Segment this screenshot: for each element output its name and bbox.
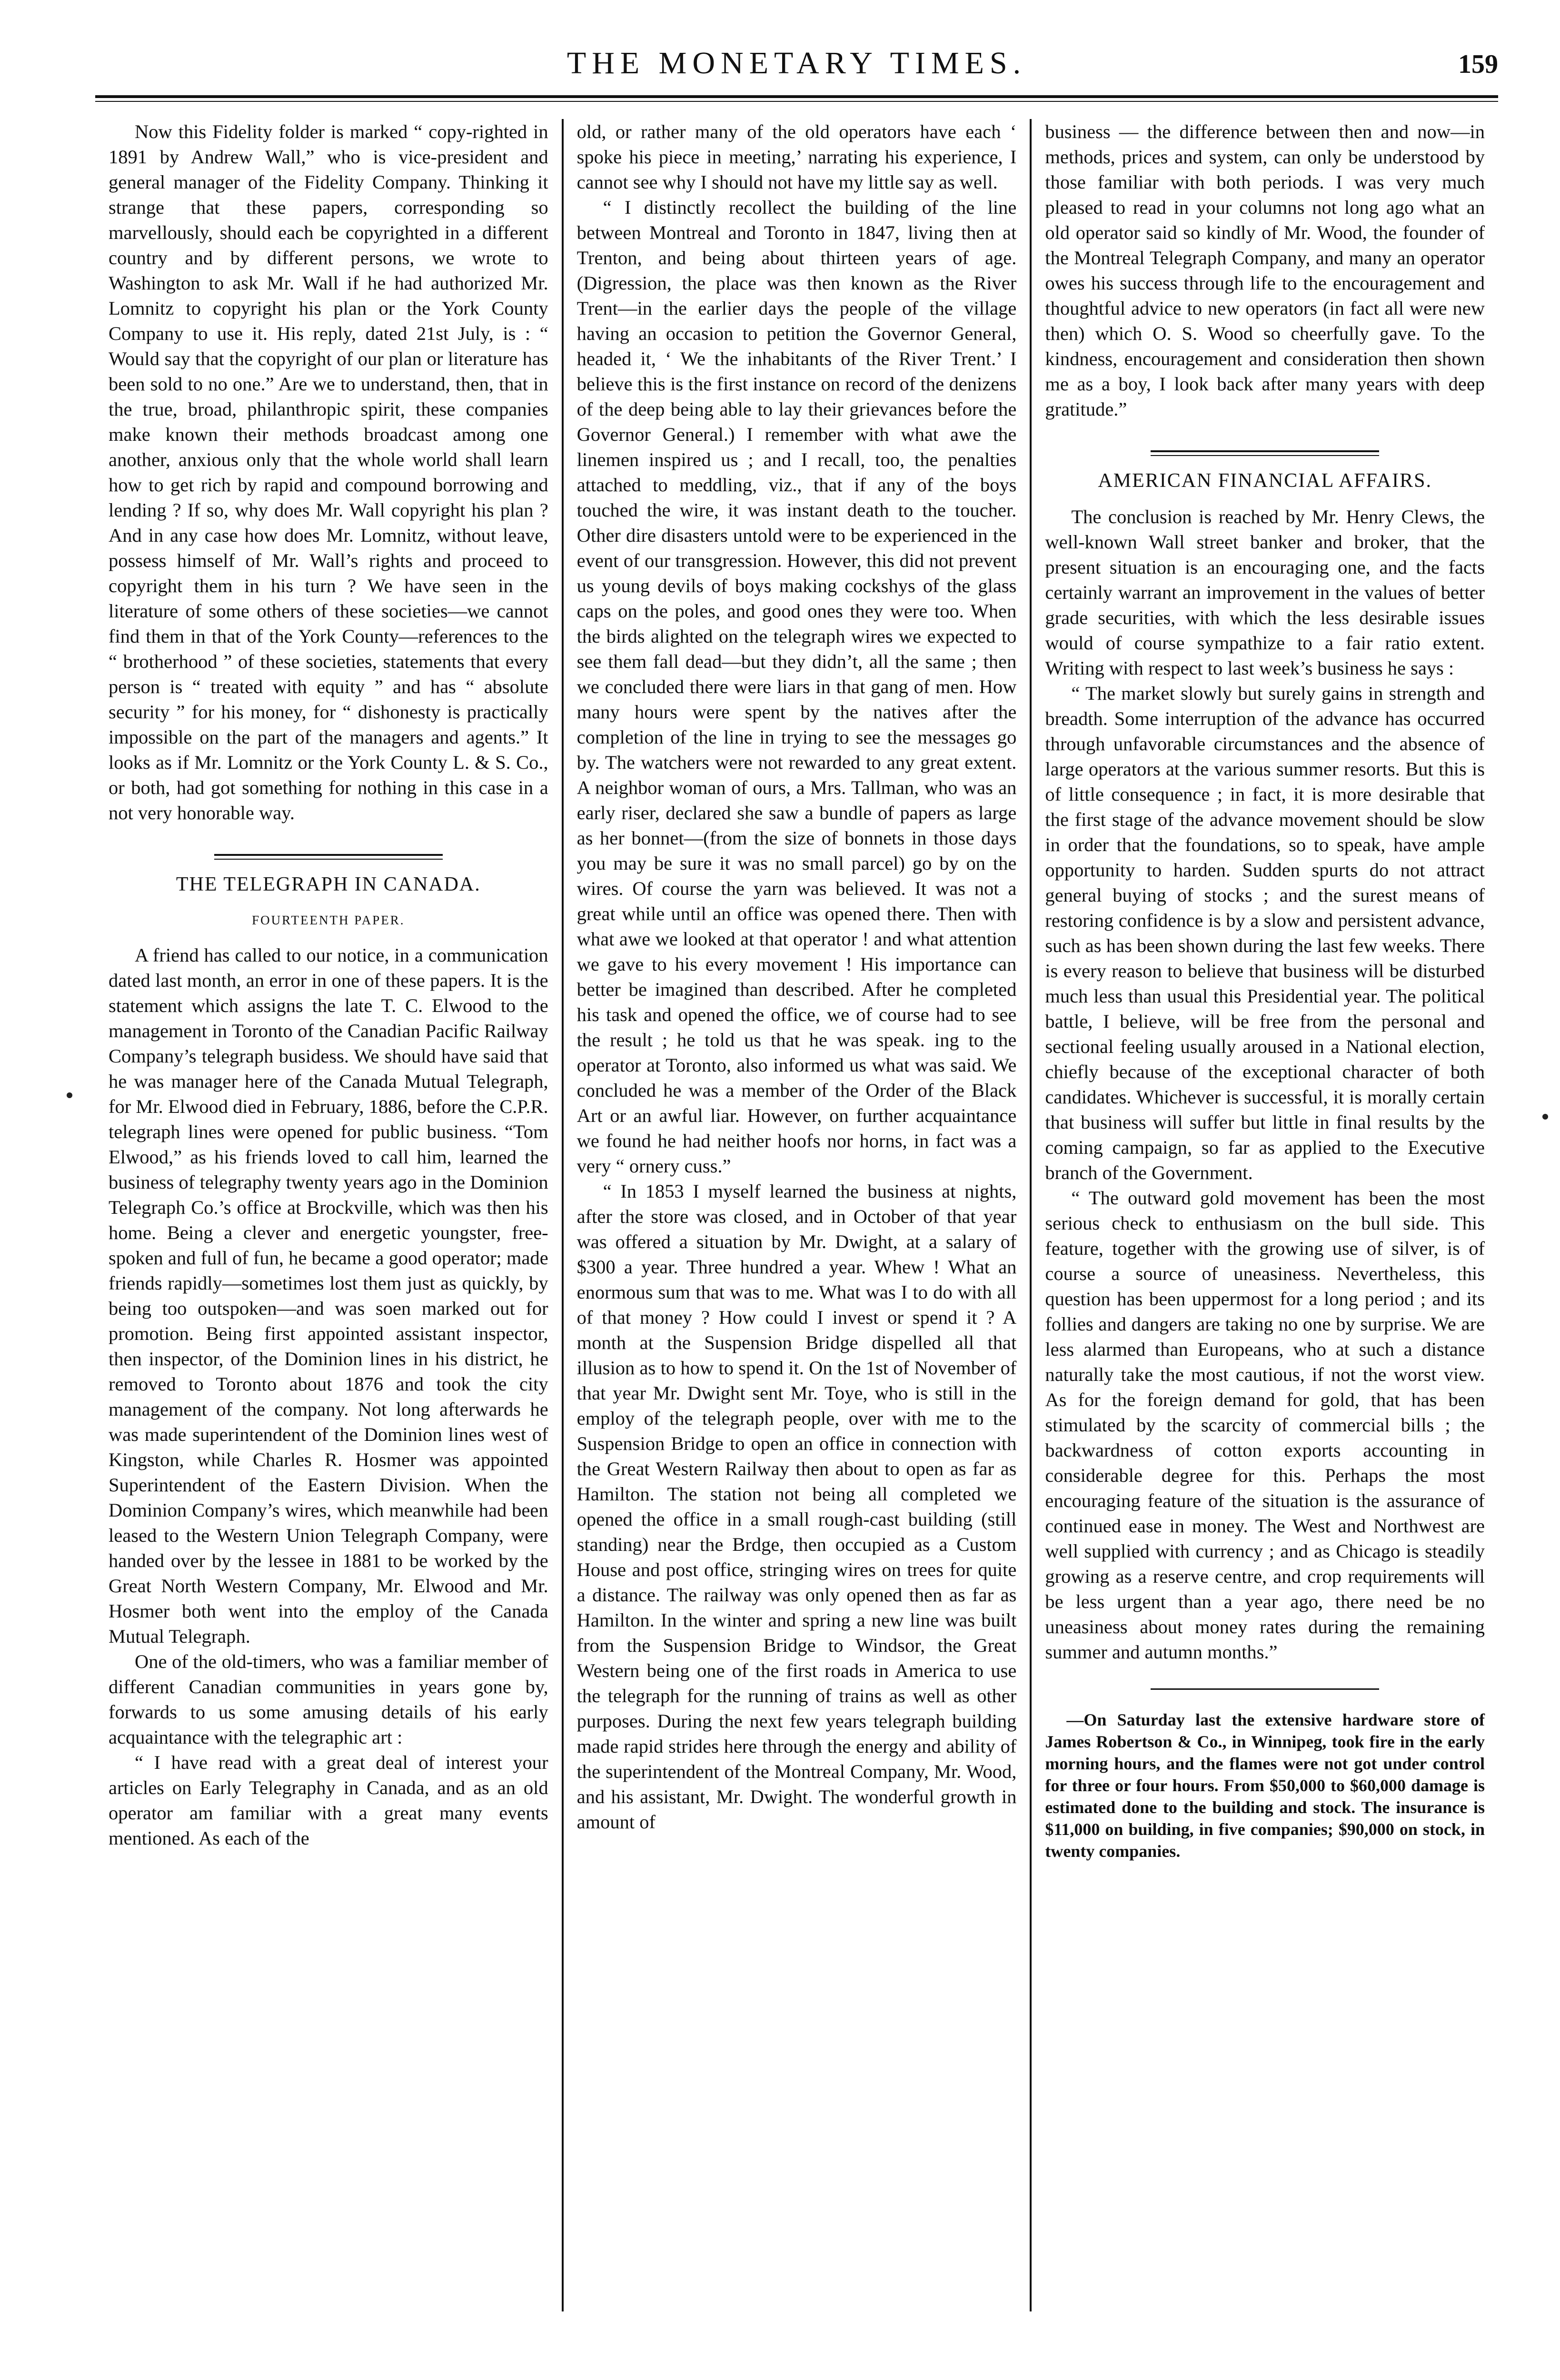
article-columns	[95, 119, 1498, 2311]
note-divider	[1151, 1688, 1379, 1690]
page-number: 159	[1458, 50, 1498, 79]
telegraph-continuation-3: “ In 1853 I myself learned the business at nights, after the store was closed, and in October of that year was offered a situation by Mr. Dwight, at a salary of $300 a year. Three hundred a year. Whew ! What an enormous sum that was to me. What was I to do with all of that money ? How could I invest or spend it ? A month at the Suspension Bridge dispelled all that illusion as to how to spend it. On the 1st of November of that year Mr. Dwight sent Mr. Toye, who is still in the employ of the telegraph people, over with me to the Suspension Bridge to open an office in connection with the Great Western Railway then about to open as far as Hamilton. The station not being all completed we opened the office in a small rough-cast building (still standing) near the Brdge, then occupied as a Custom House and post office, stringing wires on trees for quite a distance. The railway was only opened then as far as Hamilton. In the winter and spring a new line was built from the Suspension Bridge to Windsor, the Great Western being one of the first roads in America to use the telegraph for the running of trains as well as other purposes. During the next few years telegraph building made rapid strides here through the energy and ability of the superintendent of the Montreal Company, Mr. Wood, and his assistant, Mr. Dwight. The wonderful growth in amount of	[576, 1180, 1017, 1833]
telegraph-paragraph-1: A friend has called to our notice, in a communication dated last month, an error in one of these papers. It is the statement which assigns the late T. C. Elwood to the management in Toronto of the Canadian Pacific Railway Company’s telegraph busidess. We should have said that he was manager here of the Canada Mutual Telegraph, for Mr. Elwood died in February, 1886, before the C.P.R. telegraph lines were opened for public business. “Tom Elwood,” as his friends loved to call him, learned the business of telegraphy twenty years ago in the Dominion Telegraph Co.’s office at Brockville, which was then his home. Being a clever and energetic youngster, free-spoken and full of fun, he became a good operator; made friends rapidly—sometimes lost them just as quickly, by being too outspoken—and was soen marked out for promotion. Being first appointed assistant inspector, then inspector, of the Dominion lines in his district, he removed to Toronto about 1876 and took the city management of the company. Not long afterwards he was made superintendent of the Dominion lines west of Kingston, while Charles R. Hosmer was appointed Superintendent of the Eastern Division. When the Dominion Company’s wires, which meanwhile had been leased to the Western Union Telegraph Company, were handed over by the lessee in 1881 to be worked by the Great North Western Company, Mr. Elwood and Mr. Hosmer both went into the employ of the Canada Mutual Telegraph.	[109, 944, 548, 1647]
telegraph-continuation-2: “ I distinctly recollect the building of the line between Montreal and Toronto in 1847, living then at Trenton, and being about thirteen years of age. (Digression, the place was then known as the River Trent—in the earlier days the people of the village having an occasion to petition the Governor General, headed it, ‘ We the inhabitants of the River Trent.’ I believe this is the first instance on record of the denizens of the deep being able to lay their grievances before the Governor General.) I remember with what awe the linemen inspired us ; and I recall, too, the penalties attached to meddling, viz., that if any of the boys touched the wire, it was instant death to the toucher. Other dire disasters untold were to be experienced in the event of our transgression. However, this did not prevent us young devils of boys making cockshys of the glass caps on the poles, and good ones they were too. When the birds alighted on the telegraph wires we expected to see them fall dead—but they didn’t, all the same ; then we concluded there were liars in that gang of men. How many hours were spent by the natives after the completion of the line in trying to see the messages go by. The watchers were not rewarded to any great extent. A neighbor woman of ours, a Mrs. Tallman, who was an early riser, declared she saw a bundle of papers as large as her bonnet—(from the size of bonnets in those days you may be sure it was no small parcel) go by on the wires. Of course the yarn was believed. It was not a great while until an office was opened there. Then with what awe we looked at that operator ! and what attention we gave to his every movement ! His importance can better be imagined than described. After he completed his task and opened the office, we of course had to see the result ; he told us that he was speak. ing to the operator at Toronto, also informed us what was said. We concluded he was a member of the Order of the Black Art or an awful liar. However, on further acquaintance we found he had neither hoofs nor horns, in fact was a very “ ornery cuss.”	[576, 197, 1017, 1177]
publication-title: THE MONETARY TIMES.	[566, 46, 1027, 80]
telegraph-subheading: FOURTEENTH PAPER.	[252, 913, 405, 927]
fidelity-paragraph: Now this Fidelity folder is marked “ copy-righted in 1891 by Andrew Wall,” who is vice-president and general manager of the Fidelity Company. Thinking it strange that these papers, corresponding so marvellously, should each be copyrighted in a different country and by different persons, we wrote to Washington to ask Mr. Wall if he had authorized Mr. Lomnitz to copyright his plan or the York County Company to use it. His reply, dated 21st July, is : “ Would say that the copyright of our plan or literature has been sold to no one.” Are we to understand, then, that in the true, broad, philanthropic spirit, these companies make known their methods broadcast among one another, anxious only that the whole world shall learn how to get rich by rapid and compound borrowing and lending ? If so, why does Mr. Wall copyright his plan ? And in any case how does Mr. Lomnitz, without leave, possess himself of Mr. Wall’s rights and proceed to copyright them in his turn ? We have seen in the literature of some others of these societies—we cannot find them in that of the York County—references to the “ brotherhood ” of these societies, statements that every person is “ treated with equity ” and has “ absolute security ” for his money, for “ dishonesty is practically impossible on the part of the managers and agents.” It looks as if Mr. Lomnitz or the York County L. & S. Co., or both, had got something for nothing in this case in a not very honorable way.	[109, 121, 548, 823]
financial-paragraph-1: The conclusion is reached by Mr. Henry Clews, the well-known Wall street banker and broker, that the present situation is an encouraging one, and the facts certainly warrant an improvement in the values of better grade securities, with which the less desirable issues would of course sympathize to a fair ratio extent. Writing with respect to last week’s business he says :	[1045, 506, 1485, 679]
telegraph-continuation-4: business — the difference between then and now—in methods, prices and system, can only be understood by those familiar with both periods. I was very much pleased to read in your columns not long ago what an old operator said so kindly of Mr. Wood, the founder of the Montreal Telegraph Company, and many an operator owes his success through life to the encouragement and thoughtful advice to new operators (in fact all were new then) which O. S. Wood so cheerfully gave. To the kindness, encouragement and consideration then shown me as a boy, I look back after many years with deep gratitude.”	[1045, 121, 1485, 420]
masthead-rule	[95, 95, 1498, 98]
margin-mark-right	[1542, 1114, 1548, 1120]
financial-paragraph-3: “ The outward gold movement has been the most serious check to enthusiasm on the bull side. This feature, together with the growing use of silver, is of course a source of uneasiness. Nevertheless, this question has been uppermost for a long period ; and its follies and dangers are taking no one by surprise. We are less alarmed than Europeans, who at such a distance naturally take the most cautious, if not the worst view. As for the foreign demand for gold, that has been stimulated by the scarcity of commercial bills ; the backwardness of cotton exports accounting in considerable degree for this. Perhaps the most encouraging feature of the situation is the assurance of continued ease in money. The West and Northwest are well supplied with currency ; and as Chicago is steadily growing as a reserve centre, and crop requirements will be less urgent than a year ago, there need be no uneasiness about money rates during the remaining summer and autumn months.”	[1045, 1187, 1485, 1663]
telegraph-paragraph-3: “ I have read with a great deal of interest your articles on Early Telegraphy in Canada, and as an old operator am familiar with a great many events mentioned. As each of the	[109, 1752, 548, 1849]
financial-paragraph-2: “ The market slowly but surely gains in strength and breadth. Some interruption of the advance has occurred through unfavorable circumstances and the absence of large operators at the various summer resorts. But this is of little consequence ; in fact, it is more desirable that the first stage of the advance movement should be slow in order that the foundations, so to speak, have ample opportunity to harden. Sudden spurts do not attract general buying of stocks ; and the surest means of restoring confidence is by a slow and persistent advance, such as has been shown during the last few weeks. There is every reason to believe that business will be disturbed much less than usual this Presidential year. The political battle, I believe, will be free from the personal and sectional feeling usually aroused in a National election, chiefly because of the exceptional character of both candidates. Whichever is successful, it is morally certain that business will suffer but little in final results by the coming campaign, so far as applied to the Executive branch of the Government.	[1045, 683, 1485, 1183]
telegraph-continuation-1: old, or rather many of the old operators have each ‘ spoke his piece in meeting,’ narrating his experience, I cannot see why I should not have my little say as well.	[576, 121, 1017, 193]
column-1	[95, 119, 562, 2311]
telegraph-paragraph-2: One of the old-timers, who was a familiar member of different Canadian communities in years gone by, forwards to us some amusing details of his early acquaintance with the telegraphic art :	[109, 1651, 548, 1748]
section-divider	[214, 854, 443, 860]
masthead	[95, 45, 1498, 88]
financial-heading: AMERICAN FINANCIAL AFFAIRS.	[1098, 470, 1432, 492]
fire-news-text: —On Saturday last the extensive hardware store of James Robertson & Co., in Winnipeg, took fire in the early morning hours, and the flames were not got under control for three or four hours. From $50,000 to $60,000 damage is estimated done to the building and stock. The insurance is $11,000 on building, in five companies; $90,000 on stock, in twenty companies.	[1045, 1710, 1485, 1861]
section-divider-2	[1151, 450, 1379, 456]
telegraph-heading: THE TELEGRAPH IN CANADA.	[176, 873, 481, 895]
masthead-rule-thin	[95, 101, 1498, 102]
column-2	[562, 119, 1030, 2311]
column-3	[1030, 119, 1498, 2311]
margin-mark-left	[67, 1092, 72, 1098]
fire-news-note	[1045, 1709, 1485, 1862]
